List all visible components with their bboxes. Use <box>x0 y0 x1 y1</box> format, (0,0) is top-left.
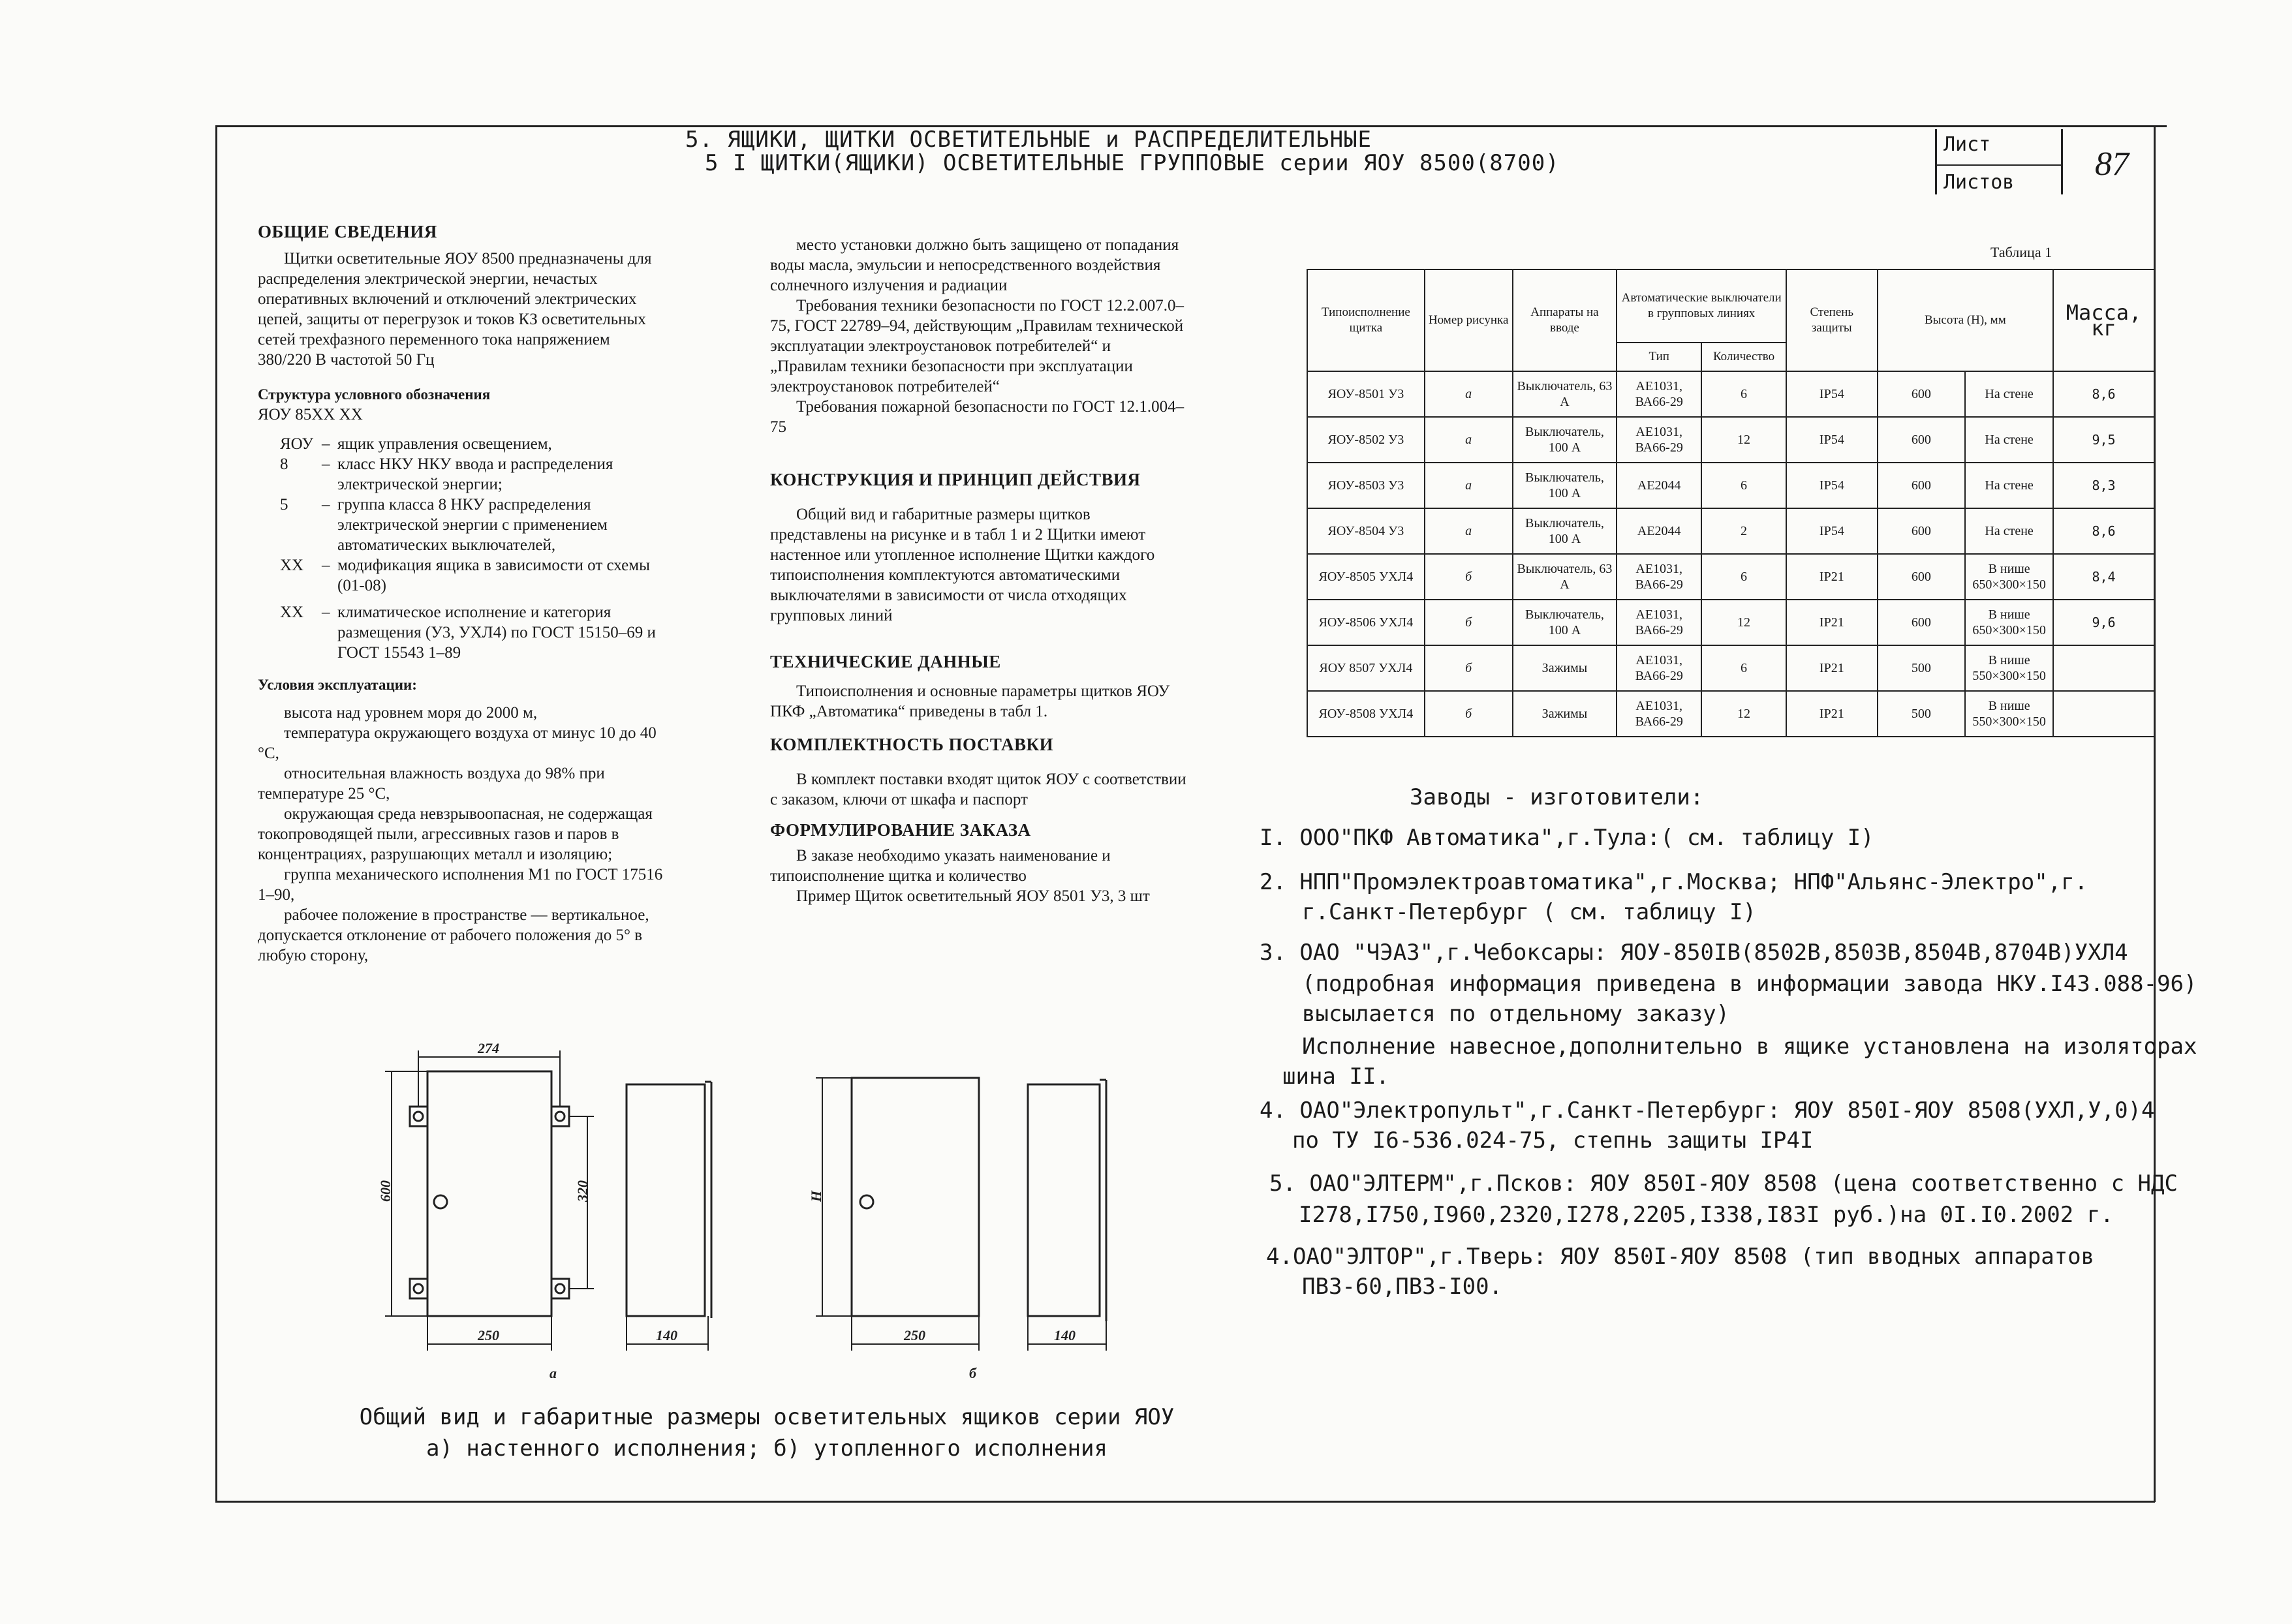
factory-item: 3. ОАО "ЧЭАЗ",г.Чебоксары: ЯОУ-850IВ(8502В,8503В,8504В,8704В)УХЛ4 <box>1260 940 2128 966</box>
sheet-label: Лист <box>1944 133 1991 156</box>
header-title-line1: 5. ЯЩИКИ, ЩИТКИ ОСВЕТИТЕЛЬНЫЕ и РАСПРЕДЕЛИТЕЛЬНЫЕ <box>685 127 1372 153</box>
design-text: Общий вид и габаритные размеры щитков представлены на рисунке и в табл 1 и 2 Щитки имеют настенное или утопленное исполнение Щитки каждого типоисполнения комплектуются автоматическими выключателями в зависимости от числа отходящих групповых линий <box>770 506 1155 624</box>
header-type: Типоисполнение щитка <box>1307 269 1425 371</box>
legend-item: ХХ – модификация ящика в зависимости от схемы (01-08) <box>280 557 650 594</box>
continued-text: место установки должно быть защищено от попадания воды масла, эмульсии и непосредственного воздействия солнечного излучения и радиации <box>770 236 1179 294</box>
factory-item: I278,I750,I960,2320,I278,2205,I338,I83I руб.)на 0I.I0.2002 г. <box>1299 1202 2114 1228</box>
condition-item: рабочее положение в пространстве — вертикальное, допускается отклонение от рабочего положения до 5° в любую сторону, <box>258 906 649 964</box>
side-view-a <box>627 1084 705 1316</box>
factory-item: 5. ОАО"ЭЛТЕРМ",г.Псков: ЯОУ 850I-ЯОУ 8508 (цена соответственно с НДС <box>1269 1171 2178 1197</box>
specs-table <box>1307 269 2155 737</box>
dim-320: 320 <box>574 1180 591 1202</box>
header-breaker-qty: Количество <box>1701 343 1786 371</box>
condition-item: окружающая среда невзрывоопасная, не содержащая токопроводящей пыли, агрессивных газов и паров в концентрациях, разрушающих металл и изоляцию; <box>258 805 653 863</box>
factory-item: (подробная информация приведена в информации завода НКУ.I43.088-96) <box>1302 971 2197 997</box>
table-row: ЯОУ-8508 УХЛ4 б Зажимы АЕ1031, ВА66-29 12 IP21 500 В нише 550×300×150 <box>1307 691 2154 737</box>
dim-274: 274 <box>478 1040 499 1056</box>
order-text: В заказе необходимо указать наименование и типоисполнение щитка и количество <box>770 847 1111 885</box>
frame-left-line <box>215 125 217 1502</box>
safety-text: Требования техники безопасности по ГОСТ 12.2.007.0–75, ГОСТ 22789–94, действующим „Правилам технической эксплуатации электроустановок потребителей“ и „Правилам техники безопасности при эксплуатации электроустановок потребителей“ <box>770 297 1184 395</box>
label-a: а <box>550 1365 557 1381</box>
condition-item: температура окружающего воздуха от минус 10 до 40 °С, <box>258 724 657 762</box>
header-mass: Масса, кг <box>2053 269 2154 371</box>
factory-item: высылается по отдельному заказу) <box>1302 1001 1730 1027</box>
label-b: б <box>969 1365 976 1381</box>
header-breakers: Автоматические выключатели в групповых линиях <box>1617 269 1786 343</box>
general-title: ОБЩИЕ СВЕДЕНИЯ <box>258 222 437 241</box>
sheet-number: 87 <box>2095 146 2129 183</box>
tech-text: Типоисполнения и основные параметры щитков ЯОУ ПКФ „Автоматика“ приведены в табл 1. <box>770 682 1170 720</box>
condition-item: высота над уровнем моря до 2000 м, <box>284 704 538 722</box>
factory-item: шина II. <box>1282 1064 1389 1090</box>
header-protection: Степень защиты <box>1786 269 1878 371</box>
dim-h: Н <box>808 1190 824 1202</box>
frame-bottom-line <box>215 1501 2155 1503</box>
table-row: ЯОУ-8505 УХЛ4 б Выключатель, 63 А АЕ1031, ВА66-29 6 IP21 600 В нише 650×300×150 8,4 <box>1307 554 2154 600</box>
header-figure: Номер рисунка <box>1425 269 1513 371</box>
figure-caption-2: а) настенного исполнения; б) утопленного исполнения <box>426 1435 1107 1462</box>
factory-item: ПВЗ-60,ПВЗ-I00. <box>1302 1274 1503 1300</box>
factory-item: Исполнение навесное,дополнительно в ящике установлена на изоляторах <box>1302 1034 2197 1060</box>
legend-item: 5 – группа класса 8 НКУ распределения электрической энергии с применением автоматических выключателей, <box>280 496 608 554</box>
legend-list <box>258 434 666 663</box>
dim-250-b: 250 <box>904 1327 925 1343</box>
order-example: Пример Щиток осветительный ЯОУ 8501 У3, 3 шт <box>796 887 1150 905</box>
factories-title: Заводы - изготовители: <box>1410 784 1704 810</box>
structure-title: Структура условного обозначения <box>258 386 491 403</box>
header-title-line2: 5 I ЩИТКИ(ЯЩИКИ) ОСВЕТИТЕЛЬНЫЕ ГРУППОВЫЕ серии ЯОУ 8500(8700) <box>705 150 1560 176</box>
table-row: ЯОУ 8507 УХЛ4 б Зажимы АЕ1031, ВА66-29 6 IP21 500 В нише 550×300×150 <box>1307 645 2154 691</box>
sheets-label: Листов <box>1944 171 2015 194</box>
set-title: КОМПЛЕКТНОСТЬ ПОСТАВКИ <box>770 735 1054 754</box>
fire-text: Требования пожарной безопасности по ГОСТ 12.1.004–75 <box>770 398 1185 436</box>
legend-item: ЯОУ – ящик управления освещением, <box>280 435 552 453</box>
lock-icon <box>860 1195 873 1208</box>
table-row: ЯОУ-8504 У3 а Выключатель, 100 А АЕ2044 2 IP54 600 На стене 8,6 <box>1307 508 2154 554</box>
header-breaker-type: Тип <box>1617 343 1701 371</box>
left-column <box>258 222 666 966</box>
factory-item: I. ООО"ПКФ Автоматика",г.Тула:( см. таблицу I) <box>1260 825 1874 851</box>
conditions-title: Условия эксплуатации: <box>258 677 417 693</box>
table-row: ЯОУ-8503 У3 а Выключатель, 100 А АЕ2044 6 IP54 600 На стене 8,3 <box>1307 463 2154 508</box>
dim-250-a: 250 <box>478 1327 499 1343</box>
front-view-a <box>427 1071 551 1316</box>
general-text: Щитки осветительные ЯОУ 8500 предназначены для распределения электрической энергии, нечастых оперативных включений и отключений электрических цепей, защиты от перегрузок и токов КЗ осветительных сетей трехфазного переменного тока напряжением 380/220 В частотой 50 Гц <box>258 250 652 369</box>
middle-column <box>770 235 1188 906</box>
legend-item: ХХ – климатическое исполнение и категория размещения (У3, УХЛ4) по ГОСТ 15150–69 и ГОСТ 15543 1–89 <box>280 604 656 662</box>
set-text: В комплект поставки входят щиток ЯОУ с соответствии с заказом, ключи от шкафа и паспорт <box>770 771 1186 808</box>
table-row: ЯОУ-8501 У3 а Выключатель, 63 А АЕ1031, ВА66-29 6 IP54 600 На стене 8,6 <box>1307 371 2154 417</box>
table-row: ЯОУ-8502 У3 а Выключатель, 100 А АЕ1031, ВА66-29 12 IP54 600 На стене 9,5 <box>1307 417 2154 463</box>
structure-code: ЯОУ 85ХХ ХХ <box>258 406 363 423</box>
lock-icon <box>434 1195 447 1208</box>
legend-item: 8 – класс НКУ НКУ ввода и распределения электрической энергии; <box>280 455 613 493</box>
dim-600: 600 <box>377 1180 394 1202</box>
factory-item: по ТУ I6-536.024-75, степнь защиты IP4I <box>1292 1127 1814 1154</box>
enclosure-drawing <box>365 1031 1214 1396</box>
condition-item: относительная влажность воздуха до 98% при температуре 25 °С, <box>258 765 605 803</box>
factory-item: 2. НПП"Промэлектроавтоматика",г.Москва; НПФ"Альянс-Электро",г. <box>1260 869 2088 895</box>
dim-140-a: 140 <box>656 1327 677 1343</box>
condition-item: группа механического исполнения М1 по ГОСТ 17516 1–90, <box>258 866 663 904</box>
factory-item: 4. ОАО"Электропульт",г.Санкт-Петербург: ЯОУ 850I-ЯОУ 8508(УХЛ,У,0)4 <box>1260 1097 2155 1124</box>
table-row: ЯОУ-8506 УХЛ4 б Выключатель, 100 А АЕ1031, ВА66-29 12 IP21 600 В нише 650×300×150 9,6 <box>1307 600 2154 645</box>
header-height: Высота (Н), мм <box>1878 269 2053 371</box>
factory-item: 4.ОАО"ЭЛТОР",г.Тверь: ЯОУ 850I-ЯОУ 8508 (тип вводных аппаратов <box>1266 1244 2095 1270</box>
order-title: ФОРМУЛИРОВАНИЕ ЗАКАЗА <box>770 820 1031 840</box>
design-title: КОНСТРУКЦИЯ И ПРИНЦИП ДЕЙСТВИЯ <box>770 470 1141 489</box>
side-view-b <box>1028 1084 1100 1316</box>
dim-140-b: 140 <box>1054 1327 1076 1343</box>
tech-title: ТЕХНИЧЕСКИЕ ДАННЫЕ <box>770 652 1001 671</box>
factory-item: г.Санкт-Петербург ( см. таблицу I) <box>1302 899 1756 925</box>
conditions-list <box>258 703 666 966</box>
figure-caption-1: Общий вид и габаритные размеры осветительных ящиков серии ЯОУ <box>359 1404 1175 1430</box>
table-caption: Таблица 1 <box>1990 244 2052 260</box>
header-input: Аппараты на вводе <box>1513 269 1617 371</box>
